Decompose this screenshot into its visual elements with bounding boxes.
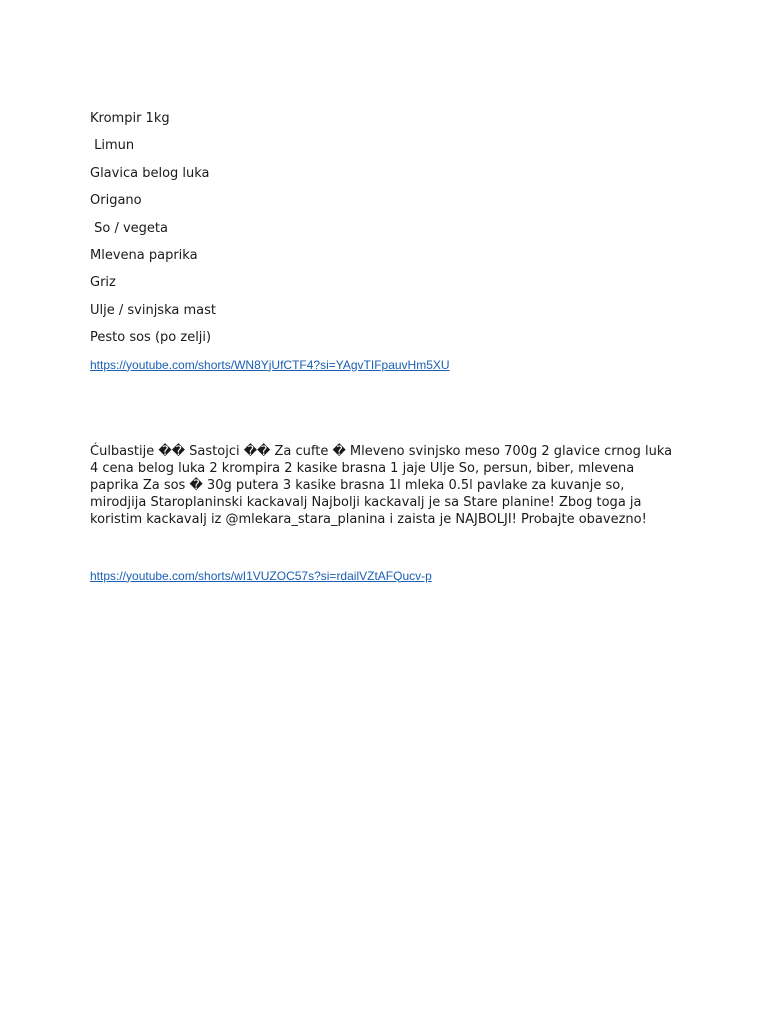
ingredient-line: Ulje / svinjska mast xyxy=(90,302,216,318)
youtube-link-1[interactable]: https://youtube.com/shorts/WN8YjUfCTF4?si=YAgvTIFpauvHm5XU xyxy=(90,357,450,372)
ingredient-line: Glavica belog luka xyxy=(90,165,210,181)
ingredient-line: Griz xyxy=(90,275,116,291)
ingredient-line: Krompir 1kg xyxy=(90,111,170,126)
recipe-paragraph: Ćulbastije �� Sastojci �� Za cufte � Mleveno svinjsko meso 700g 2 glavice crnog luka 4 cena belog luka 2 krompira 2 kasike brasna 1 jaje Ulje So, persun, biber, mlevena paprika Za sos � 30g putera 3 kasike brasna 1l mleka 0.5l pavlake za kuvanje so, mirodjija Staroplaninski kackavalj Najbolji kackavalj je sa Stare planine! Zbog toga ja koristim kackavalj iz @mlekara_stara_planina i zaista je NAJBOLJI! Probajte obavezno! xyxy=(90,443,673,527)
ingredient-line: Mlevena paprika xyxy=(90,247,198,263)
youtube-link-2[interactable]: https://youtube.com/shorts/wI1VUZOC57s?si=rdailVZtAFQucv-p xyxy=(90,568,432,583)
ingredient-line: Limun xyxy=(90,138,135,154)
ingredient-line: Origano xyxy=(90,193,142,209)
ingredient-line: Pesto sos (po zelji) xyxy=(90,330,212,346)
document-content xyxy=(90,110,680,584)
ingredient-line: So / vegeta xyxy=(90,220,168,236)
